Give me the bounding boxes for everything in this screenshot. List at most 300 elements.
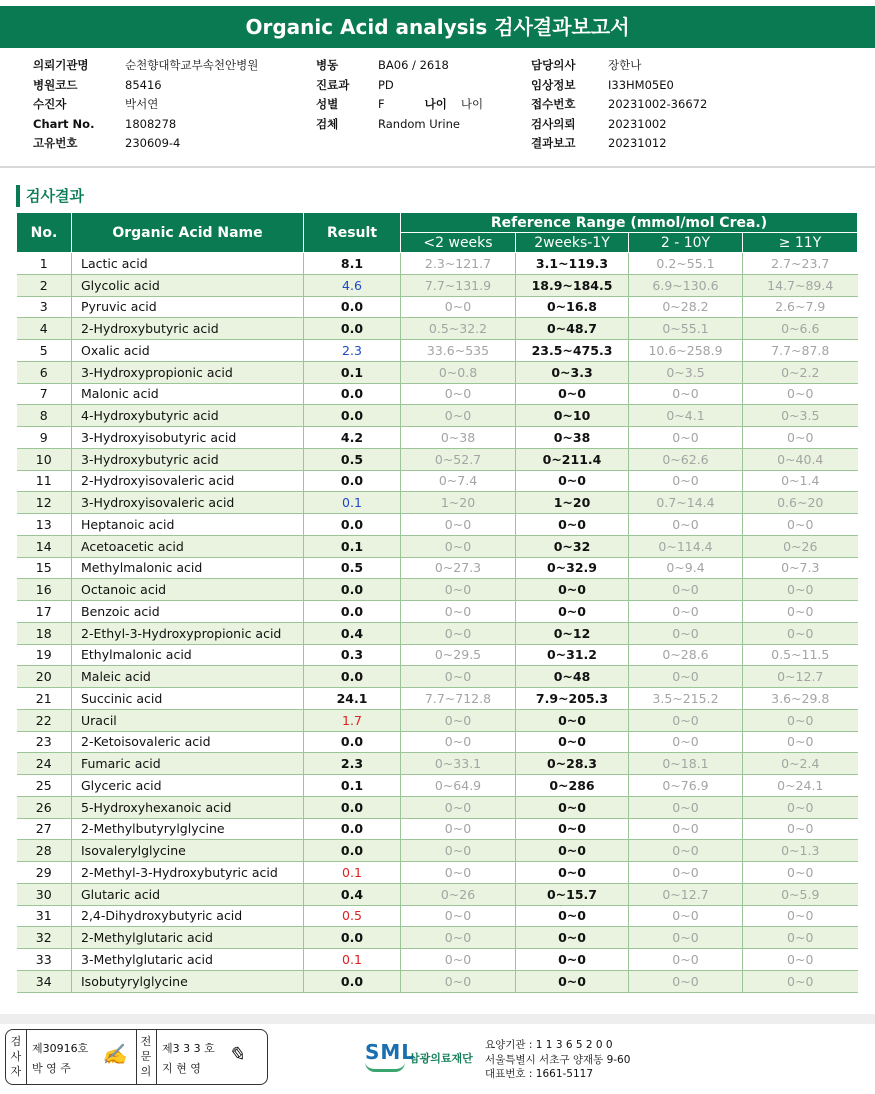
result-value: 0.4 bbox=[304, 883, 401, 905]
result-value: 2.3 bbox=[304, 340, 401, 362]
range-under-2-weeks: 0.5~32.2 bbox=[401, 318, 516, 340]
info-row bbox=[316, 115, 483, 135]
header-range: ≥ 11Y bbox=[743, 233, 858, 253]
range-2-10-years: 0~0 bbox=[629, 862, 743, 884]
row-no: 1 bbox=[17, 253, 72, 275]
result-value: 8.1 bbox=[304, 253, 401, 275]
row-no: 31 bbox=[17, 905, 72, 927]
range-11-years-plus: 2.7~23.7 bbox=[743, 253, 858, 275]
range-2-weeks-1-year: 0~15.7 bbox=[516, 883, 629, 905]
range-2-weeks-1-year: 0~12 bbox=[516, 622, 629, 644]
range-under-2-weeks: 7.7~712.8 bbox=[401, 688, 516, 710]
result-value: 0.0 bbox=[304, 601, 401, 623]
divider bbox=[26, 1030, 27, 1084]
acid-name: 4-Hydroxybutyric acid bbox=[72, 405, 304, 427]
range-2-weeks-1-year: 0~0 bbox=[516, 731, 629, 753]
acid-name: 5-Hydroxyhexanoic acid bbox=[72, 796, 304, 818]
acid-name: Acetoacetic acid bbox=[72, 535, 304, 557]
acid-name: Isobutyrylglycine bbox=[72, 970, 304, 992]
range-2-weeks-1-year: 0~0 bbox=[516, 862, 629, 884]
acid-name: Glyceric acid bbox=[72, 775, 304, 797]
info-value: PD bbox=[378, 77, 394, 92]
range-2-10-years: 0~9.4 bbox=[629, 557, 743, 579]
table-row bbox=[17, 601, 858, 623]
result-value: 0.0 bbox=[304, 470, 401, 492]
range-under-2-weeks: 1~20 bbox=[401, 492, 516, 514]
result-value: 0.0 bbox=[304, 796, 401, 818]
range-11-years-plus: 0~5.9 bbox=[743, 883, 858, 905]
range-under-2-weeks: 2.3~121.7 bbox=[401, 253, 516, 275]
range-2-weeks-1-year: 0~0 bbox=[516, 514, 629, 536]
info-row bbox=[316, 95, 483, 115]
acid-name: 3-Hydroxybutyric acid bbox=[72, 448, 304, 470]
row-no: 29 bbox=[17, 862, 72, 884]
acid-name: Lactic acid bbox=[72, 253, 304, 275]
header-name: Organic Acid Name bbox=[72, 213, 304, 253]
range-2-weeks-1-year: 0~0 bbox=[516, 709, 629, 731]
range-2-weeks-1-year: 0~10 bbox=[516, 405, 629, 427]
range-2-weeks-1-year: 0~0 bbox=[516, 949, 629, 971]
range-11-years-plus: 0~0 bbox=[743, 383, 858, 405]
divider bbox=[0, 166, 875, 168]
acid-name: 2-Ethyl-3-Hydroxypropionic acid bbox=[72, 622, 304, 644]
acid-name: 2-Hydroxybutyric acid bbox=[72, 318, 304, 340]
acid-name: Oxalic acid bbox=[72, 340, 304, 362]
range-11-years-plus: 0~2.2 bbox=[743, 361, 858, 383]
info-row bbox=[316, 56, 483, 76]
range-11-years-plus: 0~0 bbox=[743, 622, 858, 644]
range-2-weeks-1-year: 0~211.4 bbox=[516, 448, 629, 470]
range-under-2-weeks: 0~0 bbox=[401, 731, 516, 753]
specialist-signature-icon: ✎ bbox=[228, 1042, 245, 1066]
range-under-2-weeks: 0~0 bbox=[401, 405, 516, 427]
acid-name: Glutaric acid bbox=[72, 883, 304, 905]
acid-name: 3-Hydroxypropionic acid bbox=[72, 361, 304, 383]
row-no: 21 bbox=[17, 688, 72, 710]
range-2-weeks-1-year: 3.1~119.3 bbox=[516, 253, 629, 275]
result-value: 0.0 bbox=[304, 405, 401, 427]
row-no: 22 bbox=[17, 709, 72, 731]
range-2-10-years: 0~12.7 bbox=[629, 883, 743, 905]
row-no: 18 bbox=[17, 622, 72, 644]
info-row bbox=[33, 134, 258, 154]
row-no: 23 bbox=[17, 731, 72, 753]
table-row bbox=[17, 427, 858, 449]
table-row bbox=[17, 731, 858, 753]
range-11-years-plus: 0~0 bbox=[743, 949, 858, 971]
acid-name: 3-Methylglutaric acid bbox=[72, 949, 304, 971]
range-under-2-weeks: 0~0 bbox=[401, 949, 516, 971]
tester-name: 박 영 주 bbox=[32, 1062, 71, 1075]
range-11-years-plus: 0.5~11.5 bbox=[743, 644, 858, 666]
range-11-years-plus: 0~12.7 bbox=[743, 666, 858, 688]
range-2-weeks-1-year: 0~28.3 bbox=[516, 753, 629, 775]
result-value: 0.4 bbox=[304, 622, 401, 644]
range-2-10-years: 0~0 bbox=[629, 622, 743, 644]
info-label: 고유번호 bbox=[33, 136, 78, 150]
range-11-years-plus: 0~0 bbox=[743, 862, 858, 884]
table-row bbox=[17, 470, 858, 492]
range-11-years-plus: 0~0 bbox=[743, 709, 858, 731]
range-under-2-weeks: 0~0 bbox=[401, 601, 516, 623]
acid-name: Succinic acid bbox=[72, 688, 304, 710]
specialist-label: 전문의 bbox=[140, 1035, 152, 1078]
table-row bbox=[17, 818, 858, 840]
table-row bbox=[17, 644, 858, 666]
range-2-10-years: 0~76.9 bbox=[629, 775, 743, 797]
range-2-10-years: 0~0 bbox=[629, 818, 743, 840]
range-under-2-weeks: 0~0 bbox=[401, 862, 516, 884]
table-row bbox=[17, 927, 858, 949]
result-value: 0.0 bbox=[304, 731, 401, 753]
acid-name: 3-Hydroxyisobutyric acid bbox=[72, 427, 304, 449]
report-title: Organic Acid analysis 검사결과보고서 bbox=[0, 6, 875, 48]
range-2-10-years: 6.9~130.6 bbox=[629, 274, 743, 296]
info-row bbox=[33, 76, 258, 96]
range-under-2-weeks: 0~0 bbox=[401, 905, 516, 927]
info-value: 20231002 bbox=[608, 116, 667, 131]
range-2-weeks-1-year: 0~286 bbox=[516, 775, 629, 797]
range-2-10-years: 0~62.6 bbox=[629, 448, 743, 470]
row-no: 12 bbox=[17, 492, 72, 514]
row-no: 27 bbox=[17, 818, 72, 840]
range-2-weeks-1-year: 0~0 bbox=[516, 796, 629, 818]
acid-name: Pyruvic acid bbox=[72, 296, 304, 318]
row-no: 20 bbox=[17, 666, 72, 688]
range-11-years-plus: 0~0 bbox=[743, 514, 858, 536]
result-value: 0.3 bbox=[304, 644, 401, 666]
info-value: 박서연 bbox=[125, 97, 159, 111]
age-value: 나이 bbox=[460, 97, 484, 111]
range-2-weeks-1-year: 23.5~475.3 bbox=[516, 340, 629, 362]
result-value: 4.2 bbox=[304, 427, 401, 449]
range-2-weeks-1-year: 0~32.9 bbox=[516, 557, 629, 579]
table-row bbox=[17, 622, 858, 644]
range-11-years-plus: 0~2.4 bbox=[743, 753, 858, 775]
range-2-10-years: 0~0 bbox=[629, 514, 743, 536]
result-value: 0.5 bbox=[304, 448, 401, 470]
range-2-10-years: 0~114.4 bbox=[629, 535, 743, 557]
range-2-10-years: 0~0 bbox=[629, 383, 743, 405]
range-2-10-years: 10.6~258.9 bbox=[629, 340, 743, 362]
divider bbox=[156, 1030, 157, 1084]
contact-line: 대표번호 : 1661-5117 bbox=[485, 1068, 594, 1080]
range-2-10-years: 0~0 bbox=[629, 731, 743, 753]
table-row bbox=[17, 340, 858, 362]
range-11-years-plus: 0~0 bbox=[743, 427, 858, 449]
range-under-2-weeks: 0~52.7 bbox=[401, 448, 516, 470]
range-2-weeks-1-year: 0~0 bbox=[516, 840, 629, 862]
result-value: 0.5 bbox=[304, 905, 401, 927]
section-title: 검사결과 bbox=[16, 185, 84, 207]
specialist-license: 제3 3 3 호 bbox=[162, 1042, 215, 1055]
range-under-2-weeks: 0~0.8 bbox=[401, 361, 516, 383]
result-value: 0.0 bbox=[304, 927, 401, 949]
results-body bbox=[17, 253, 858, 993]
range-2-weeks-1-year: 0~0 bbox=[516, 970, 629, 992]
info-value: 장한나 bbox=[608, 58, 642, 72]
range-11-years-plus: 0~0 bbox=[743, 731, 858, 753]
info-row bbox=[531, 134, 707, 154]
table-row bbox=[17, 688, 858, 710]
table-row bbox=[17, 883, 858, 905]
range-under-2-weeks: 0~33.1 bbox=[401, 753, 516, 775]
range-2-10-years: 0~0 bbox=[629, 470, 743, 492]
range-under-2-weeks: 7.7~131.9 bbox=[401, 274, 516, 296]
patient-info-col1 bbox=[33, 56, 258, 154]
range-2-weeks-1-year: 0~38 bbox=[516, 427, 629, 449]
table-row bbox=[17, 840, 858, 862]
info-label: 병원코드 bbox=[33, 77, 78, 92]
range-11-years-plus: 7.7~87.8 bbox=[743, 340, 858, 362]
info-label: Chart No. bbox=[33, 116, 95, 131]
header-reference: Reference Range (mmol/mol Crea.) bbox=[401, 213, 858, 233]
info-value: 20231002-36672 bbox=[608, 97, 708, 111]
result-value: 0.0 bbox=[304, 579, 401, 601]
range-2-10-years: 0.7~14.4 bbox=[629, 492, 743, 514]
table-row bbox=[17, 296, 858, 318]
info-value: 230609-4 bbox=[125, 136, 181, 150]
range-11-years-plus: 0~6.6 bbox=[743, 318, 858, 340]
result-value: 0.5 bbox=[304, 557, 401, 579]
info-value: F bbox=[378, 97, 385, 111]
range-under-2-weeks: 0~64.9 bbox=[401, 775, 516, 797]
range-11-years-plus: 0~7.3 bbox=[743, 557, 858, 579]
table-row bbox=[17, 753, 858, 775]
row-no: 26 bbox=[17, 796, 72, 818]
table-row bbox=[17, 361, 858, 383]
header-no: No. bbox=[17, 213, 72, 253]
result-value: 0.1 bbox=[304, 535, 401, 557]
range-2-10-years: 0~0 bbox=[629, 579, 743, 601]
range-2-10-years: 0~18.1 bbox=[629, 753, 743, 775]
info-row bbox=[316, 76, 483, 96]
range-11-years-plus: 0~40.4 bbox=[743, 448, 858, 470]
header-result: Result bbox=[304, 213, 401, 253]
result-value: 4.6 bbox=[304, 274, 401, 296]
range-under-2-weeks: 0~26 bbox=[401, 883, 516, 905]
acid-name: 2-Methylglutaric acid bbox=[72, 927, 304, 949]
table-row bbox=[17, 383, 858, 405]
table-row bbox=[17, 970, 858, 992]
range-under-2-weeks: 0~0 bbox=[401, 796, 516, 818]
range-11-years-plus: 0~0 bbox=[743, 905, 858, 927]
info-label: 의뢰기관명 bbox=[33, 58, 89, 72]
range-11-years-plus: 0~0 bbox=[743, 579, 858, 601]
result-value: 0.1 bbox=[304, 862, 401, 884]
range-2-weeks-1-year: 0~0 bbox=[516, 470, 629, 492]
range-2-10-years: 0~0 bbox=[629, 427, 743, 449]
patient-info bbox=[0, 56, 875, 156]
range-2-10-years: 0~28.2 bbox=[629, 296, 743, 318]
tester-signature-icon: ✍ bbox=[102, 1042, 127, 1066]
info-label: 성별 bbox=[316, 97, 339, 111]
range-2-10-years: 0~0 bbox=[629, 796, 743, 818]
result-value: 24.1 bbox=[304, 688, 401, 710]
range-2-weeks-1-year: 7.9~205.3 bbox=[516, 688, 629, 710]
range-11-years-plus: 2.6~7.9 bbox=[743, 296, 858, 318]
table-row bbox=[17, 492, 858, 514]
range-2-10-years: 0~0 bbox=[629, 949, 743, 971]
range-11-years-plus: 0~3.5 bbox=[743, 405, 858, 427]
table-row bbox=[17, 709, 858, 731]
table-row bbox=[17, 862, 858, 884]
range-11-years-plus: 0~24.1 bbox=[743, 775, 858, 797]
info-row bbox=[531, 76, 707, 96]
company-logo bbox=[365, 1040, 485, 1080]
acid-name: Isovalerylglycine bbox=[72, 840, 304, 862]
range-under-2-weeks: 0~0 bbox=[401, 970, 516, 992]
row-no: 30 bbox=[17, 883, 72, 905]
range-11-years-plus: 3.6~29.8 bbox=[743, 688, 858, 710]
range-11-years-plus: 0~1.3 bbox=[743, 840, 858, 862]
range-2-10-years: 0~0 bbox=[629, 905, 743, 927]
divider bbox=[136, 1030, 137, 1084]
range-11-years-plus: 14.7~89.4 bbox=[743, 274, 858, 296]
range-under-2-weeks: 0~0 bbox=[401, 535, 516, 557]
range-under-2-weeks: 0~0 bbox=[401, 622, 516, 644]
acid-name: 2-Methylbutyrylglycine bbox=[72, 818, 304, 840]
range-2-weeks-1-year: 0~3.3 bbox=[516, 361, 629, 383]
header-range: <2 weeks bbox=[401, 233, 516, 253]
info-label: 검체 bbox=[316, 116, 339, 131]
acid-name: Octanoic acid bbox=[72, 579, 304, 601]
table-row bbox=[17, 253, 858, 275]
logo-swoosh-icon bbox=[365, 1062, 405, 1072]
result-value: 0.0 bbox=[304, 840, 401, 862]
range-11-years-plus: 0~0 bbox=[743, 970, 858, 992]
info-row bbox=[33, 56, 258, 76]
range-11-years-plus: 0~0 bbox=[743, 927, 858, 949]
info-label: 담당의사 bbox=[531, 58, 576, 72]
acid-name: Benzoic acid bbox=[72, 601, 304, 623]
range-2-10-years: 0~0 bbox=[629, 840, 743, 862]
acid-name: Malonic acid bbox=[72, 383, 304, 405]
range-2-weeks-1-year: 0~0 bbox=[516, 927, 629, 949]
table-row bbox=[17, 535, 858, 557]
range-under-2-weeks: 33.6~535 bbox=[401, 340, 516, 362]
row-no: 6 bbox=[17, 361, 72, 383]
table-row bbox=[17, 318, 858, 340]
table-row bbox=[17, 448, 858, 470]
range-under-2-weeks: 0~29.5 bbox=[401, 644, 516, 666]
row-no: 8 bbox=[17, 405, 72, 427]
range-2-10-years: 0~0 bbox=[629, 970, 743, 992]
range-2-weeks-1-year: 0~48.7 bbox=[516, 318, 629, 340]
acid-name: Heptanoic acid bbox=[72, 514, 304, 536]
range-under-2-weeks: 0~7.4 bbox=[401, 470, 516, 492]
row-no: 10 bbox=[17, 448, 72, 470]
tester-license: 제30916호 bbox=[32, 1042, 89, 1055]
range-2-weeks-1-year: 0~0 bbox=[516, 905, 629, 927]
range-2-weeks-1-year: 0~0 bbox=[516, 579, 629, 601]
info-value: Random Urine bbox=[378, 116, 460, 131]
table-row bbox=[17, 796, 858, 818]
range-2-weeks-1-year: 0~0 bbox=[516, 818, 629, 840]
signature-box bbox=[5, 1029, 268, 1085]
patient-info-col3 bbox=[531, 56, 707, 154]
info-label: 임상정보 bbox=[531, 77, 576, 92]
row-no: 7 bbox=[17, 383, 72, 405]
info-value: 순천향대학교부속천안병원 bbox=[125, 58, 259, 72]
info-row bbox=[531, 115, 707, 135]
row-no: 15 bbox=[17, 557, 72, 579]
footer-divider bbox=[0, 1014, 875, 1024]
logo-mark: SML bbox=[365, 1040, 416, 1064]
tester-label: 검사자 bbox=[10, 1035, 22, 1078]
result-value: 0.0 bbox=[304, 296, 401, 318]
acid-name: Glycolic acid bbox=[72, 274, 304, 296]
results-table bbox=[16, 212, 858, 993]
range-11-years-plus: 0~0 bbox=[743, 818, 858, 840]
info-value: 85416 bbox=[125, 77, 162, 92]
row-no: 34 bbox=[17, 970, 72, 992]
info-label: 검사의뢰 bbox=[531, 116, 576, 131]
row-no: 2 bbox=[17, 274, 72, 296]
range-2-10-years: 0~0 bbox=[629, 927, 743, 949]
header-range: 2 - 10Y bbox=[629, 233, 743, 253]
info-label: 진료과 bbox=[316, 77, 350, 92]
info-row bbox=[531, 95, 707, 115]
table-row bbox=[17, 405, 858, 427]
info-value: 1808278 bbox=[125, 116, 177, 131]
acid-name: Ethylmalonic acid bbox=[72, 644, 304, 666]
info-row bbox=[33, 115, 258, 135]
table-row bbox=[17, 579, 858, 601]
row-no: 9 bbox=[17, 427, 72, 449]
row-no: 32 bbox=[17, 927, 72, 949]
result-value: 2.3 bbox=[304, 753, 401, 775]
range-11-years-plus: 0.6~20 bbox=[743, 492, 858, 514]
range-2-10-years: 0.2~55.1 bbox=[629, 253, 743, 275]
age-label: 나이 bbox=[424, 97, 447, 111]
contact-line: 서울특별시 서초구 양재동 9-60 bbox=[485, 1053, 631, 1066]
range-under-2-weeks: 0~0 bbox=[401, 840, 516, 862]
header-range: 2weeks-1Y bbox=[516, 233, 629, 253]
table-row bbox=[17, 514, 858, 536]
info-label: 수진자 bbox=[33, 97, 67, 111]
table-row bbox=[17, 905, 858, 927]
range-2-10-years: 0~28.6 bbox=[629, 644, 743, 666]
row-no: 4 bbox=[17, 318, 72, 340]
range-under-2-weeks: 0~0 bbox=[401, 709, 516, 731]
table-row bbox=[17, 949, 858, 971]
info-value: I33HM05E0 bbox=[608, 77, 674, 92]
result-value: 0.1 bbox=[304, 949, 401, 971]
range-2-weeks-1-year: 18.9~184.5 bbox=[516, 274, 629, 296]
range-under-2-weeks: 0~27.3 bbox=[401, 557, 516, 579]
info-value: 20231012 bbox=[608, 136, 667, 150]
result-value: 0.0 bbox=[304, 970, 401, 992]
contact-info bbox=[485, 1038, 630, 1082]
row-no: 33 bbox=[17, 949, 72, 971]
range-2-10-years: 0~4.1 bbox=[629, 405, 743, 427]
range-under-2-weeks: 0~0 bbox=[401, 383, 516, 405]
range-2-10-years: 0~0 bbox=[629, 666, 743, 688]
range-2-weeks-1-year: 0~32 bbox=[516, 535, 629, 557]
result-value: 0.0 bbox=[304, 818, 401, 840]
range-2-weeks-1-year: 0~0 bbox=[516, 383, 629, 405]
table-row bbox=[17, 775, 858, 797]
range-under-2-weeks: 0~0 bbox=[401, 296, 516, 318]
info-label: 병동 bbox=[316, 58, 339, 72]
info-label: 결과보고 bbox=[531, 136, 576, 150]
specialist-name: 지 현 영 bbox=[162, 1062, 201, 1075]
acid-name: Maleic acid bbox=[72, 666, 304, 688]
range-2-10-years: 0~0 bbox=[629, 601, 743, 623]
row-no: 13 bbox=[17, 514, 72, 536]
row-no: 11 bbox=[17, 470, 72, 492]
